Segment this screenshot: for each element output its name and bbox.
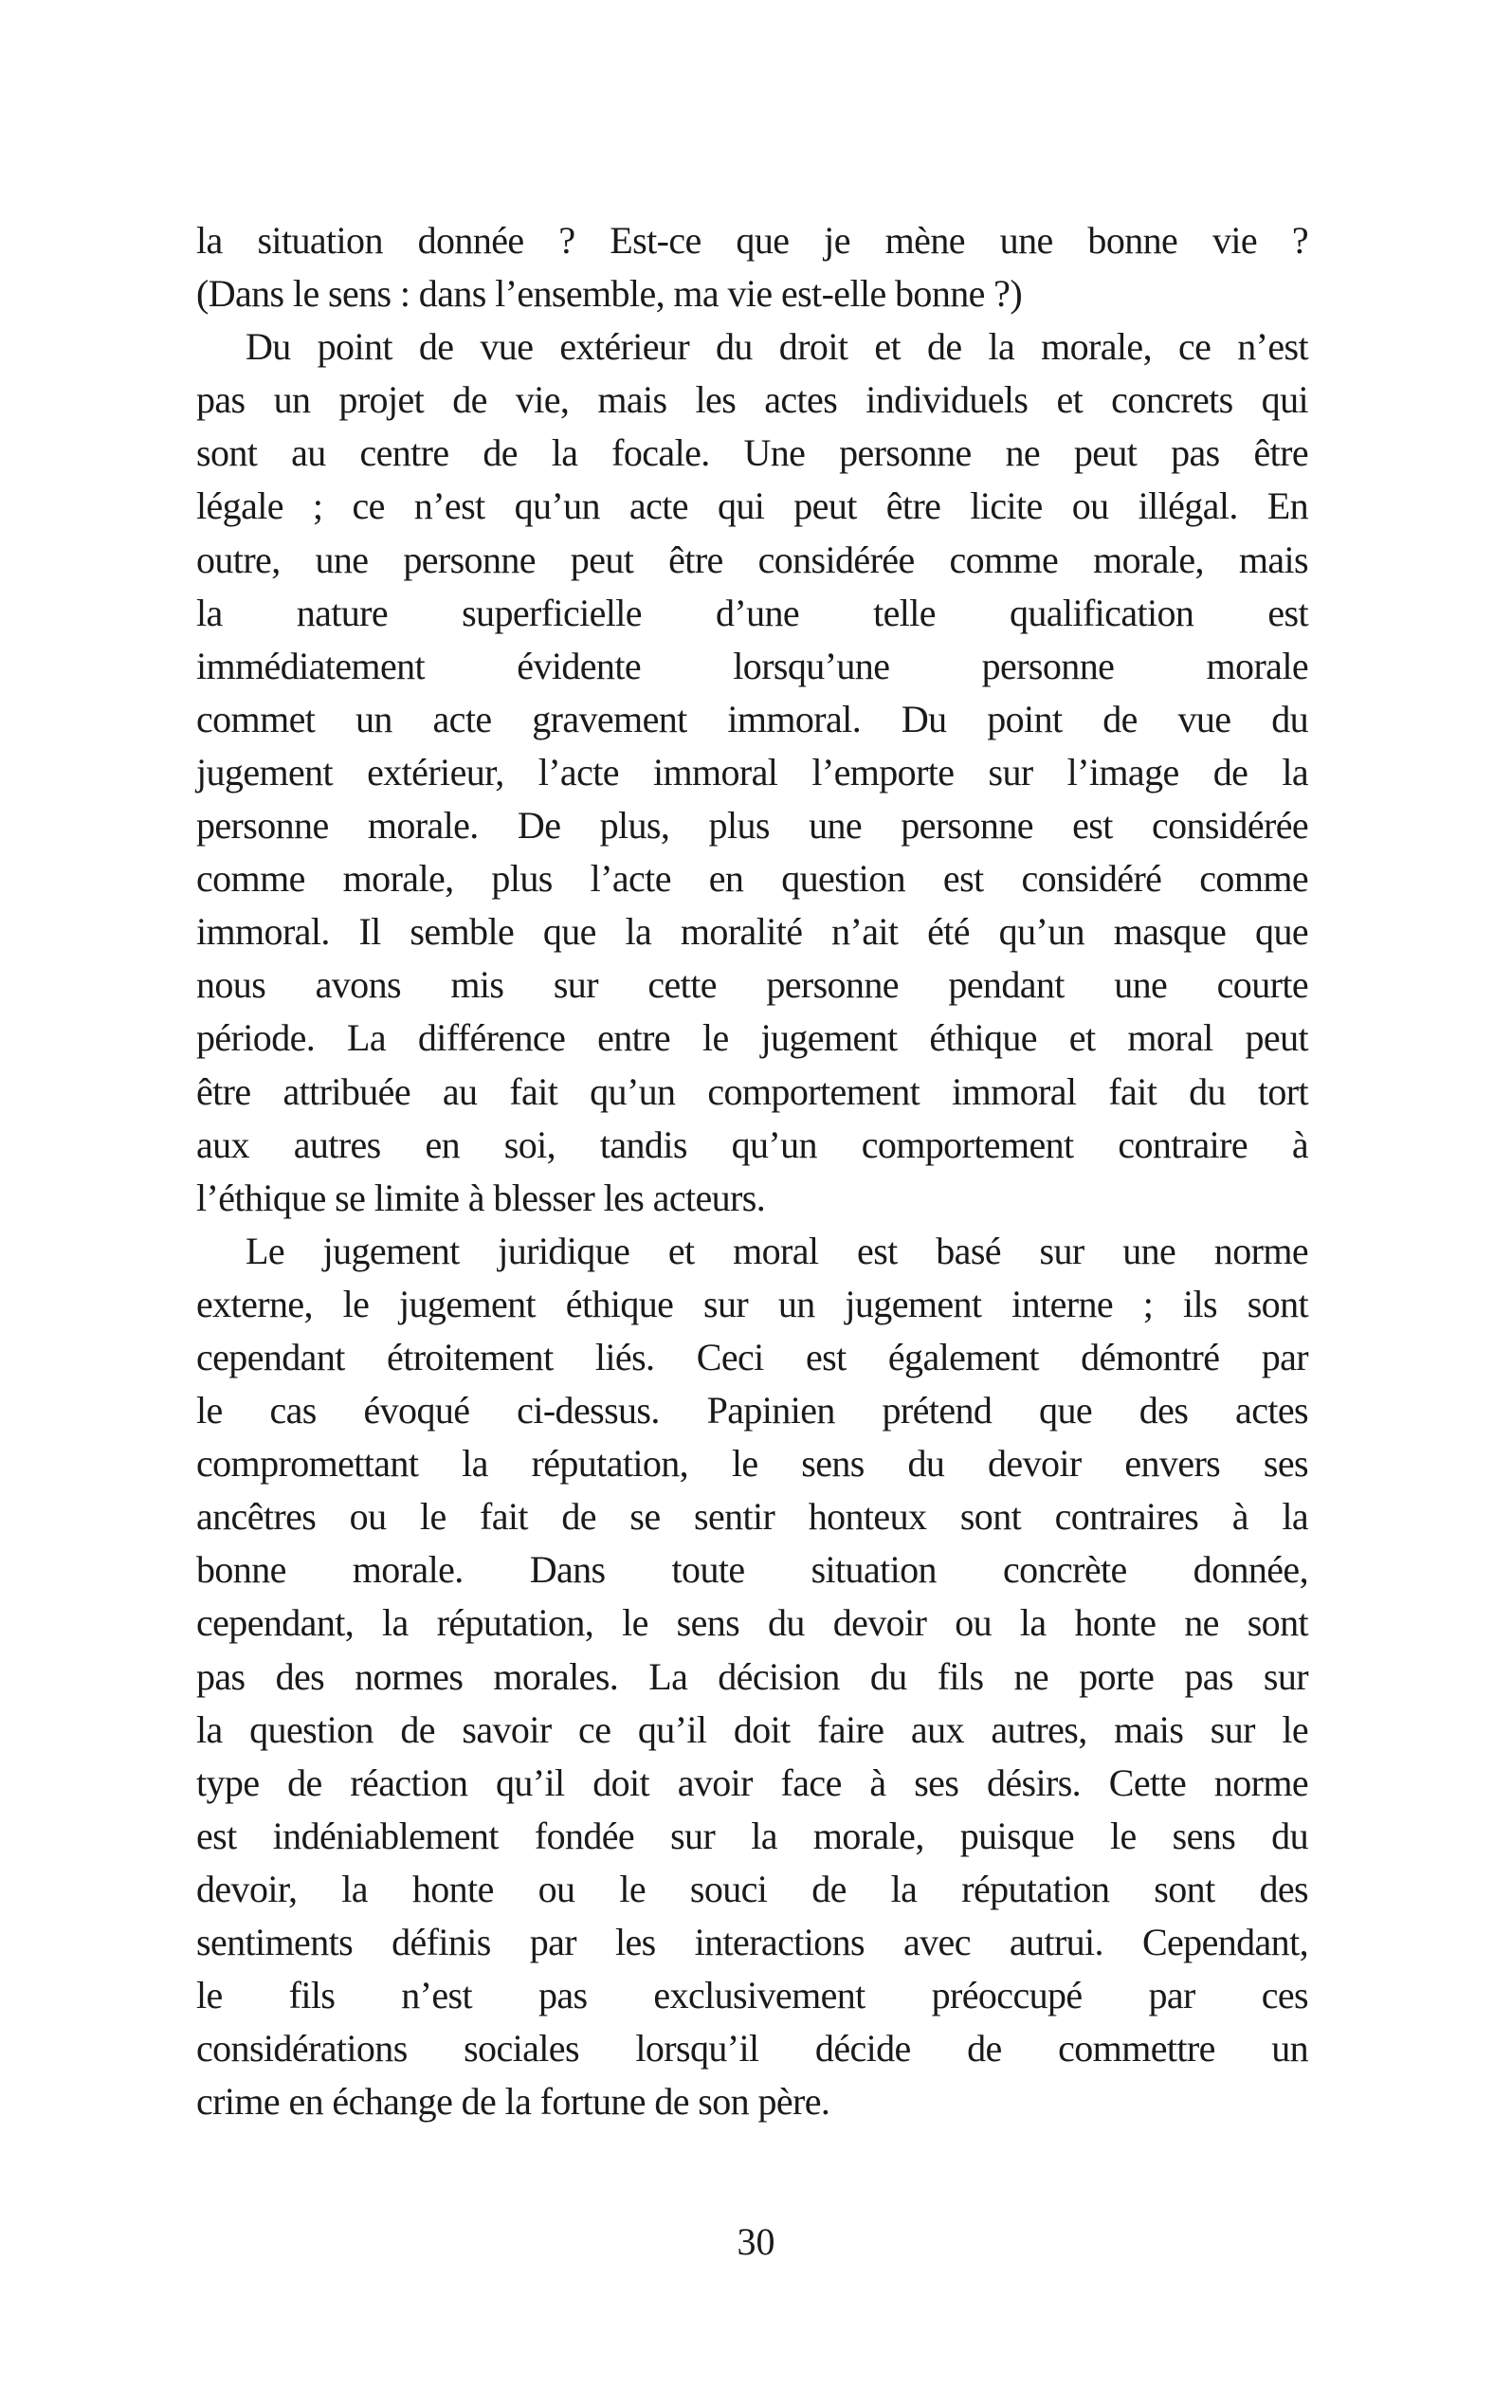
- text-line: immoral. Il semble que la moralité n’ait été qu’un masque que: [196, 910, 1308, 954]
- text-line: pas un projet de vie, mais les actes individuels et concrets qui: [196, 378, 1308, 422]
- paragraph-2: [196, 320, 1308, 1225]
- body-text: [196, 214, 1308, 2128]
- text-line: sentiments définis par les interactions avec autrui. Cependant,: [196, 1921, 1308, 1963]
- text-line: cependant, la réputation, le sens du devoir ou la honte ne sont: [196, 1601, 1308, 1645]
- text-line: légale ; ce n’est qu’un acte qui peut être licite ou illégal. En: [196, 484, 1308, 528]
- text-line: crime en échange de la fortune de son père.: [196, 2080, 830, 2124]
- text-line: commet un acte gravement immoral. Du point de vue du: [196, 697, 1308, 740]
- text-line: personne morale. De plus, plus une personne est considérée: [196, 804, 1308, 848]
- text-line: compromettant la réputation, le sens du devoir envers ses: [196, 1442, 1308, 1486]
- text-line: comme morale, plus l’acte en question est considéré comme: [196, 857, 1308, 901]
- text-line: sont au centre de la focale. Une personne ne peut pas être: [196, 431, 1308, 475]
- text-line: le cas évoqué ci-dessus. Papinien prétend que des actes: [196, 1389, 1308, 1432]
- text-line: externe, le jugement éthique sur un jugement interne ; ils sont: [196, 1282, 1308, 1325]
- text-line: le fils n’est pas exclusivement préoccupé par ces: [196, 1974, 1308, 2017]
- text-line: outre, une personne peut être considérée comme morale, mais: [196, 538, 1308, 581]
- text-line: Le jugement juridique et moral est basé sur une norme: [246, 1229, 1308, 1272]
- paragraph-1: [196, 214, 1308, 320]
- text-line: immédiatement évidente lorsqu’une personne morale: [196, 644, 1308, 687]
- text-line: Du point de vue extérieur du droit et de la morale, ce n’est: [246, 325, 1308, 369]
- text-line: est indéniablement fondée sur la morale, puisque le sens du: [196, 1814, 1308, 1857]
- text-line: (Dans le sens : dans l’ensemble, ma vie est-elle bonne ?): [196, 272, 1023, 316]
- paragraph-3: [196, 1225, 1308, 2129]
- text-line: nous avons mis sur cette personne pendant une courte: [196, 963, 1308, 1007]
- text-line: jugement extérieur, l’acte immoral l’emporte sur l’image de la: [196, 750, 1308, 794]
- text-line: aux autres en soi, tandis qu’un comportement contraire à: [196, 1122, 1308, 1166]
- text-line: l’éthique se limite à blesser les acteurs.: [196, 1176, 766, 1219]
- text-line: considérations sociales lorsqu’il décide de commettre un: [196, 2027, 1308, 2071]
- text-line: devoir, la honte ou le souci de la réputation sont des: [196, 1867, 1308, 1910]
- text-line: être attribuée au fait qu’un comportement immoral fait du tort: [196, 1069, 1308, 1113]
- text-line: la situation donnée ? Est-ce que je mène une bonne vie ?: [196, 219, 1308, 262]
- text-line: type de réaction qu’il doit avoir face à ses désirs. Cette norme: [196, 1760, 1308, 1804]
- text-line: bonne morale. Dans toute situation concrète donnée,: [196, 1548, 1308, 1592]
- text-line: ancêtres ou le fait de se sentir honteux sont contraires à la: [196, 1495, 1308, 1539]
- text-line: la question de savoir ce qu’il doit faire aux autres, mais sur le: [196, 1707, 1308, 1751]
- text-line: pas des normes morales. La décision du fils ne porte pas sur: [196, 1654, 1308, 1698]
- text-line: cependant étroitement liés. Ceci est également démontré par: [196, 1335, 1308, 1378]
- text-line: période. La différence entre le jugement éthique et moral peut: [196, 1016, 1308, 1060]
- text-line: la nature superficielle d’une telle qualification est: [196, 591, 1308, 634]
- page-number: 30: [737, 2220, 775, 2263]
